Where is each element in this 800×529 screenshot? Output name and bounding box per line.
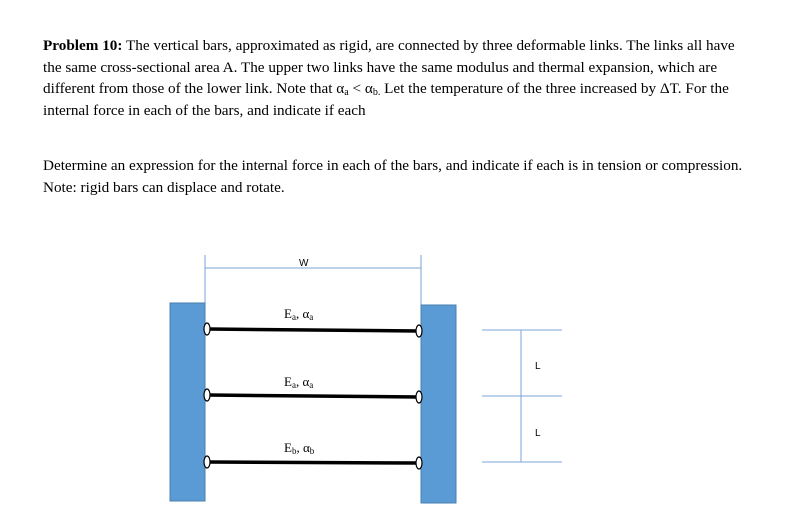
- problem-text-1-mid: < α: [348, 80, 373, 97]
- pin-left-bottom: [204, 456, 210, 468]
- link-top: [204, 323, 422, 337]
- alpha-a-subscript: a: [344, 87, 349, 98]
- pin-right-bottom: [416, 457, 422, 469]
- link-bottom: [204, 456, 422, 469]
- length-label-bottom: L: [535, 428, 541, 439]
- problem-paragraph-2: Determine an expression for the internal force in each of the bars, and indicate if each is in tension or compression. Note: rigid bars can displace and rotate.: [43, 157, 743, 196]
- pin-left-top: [204, 323, 210, 335]
- length-label-top: L: [535, 361, 541, 372]
- problem-text-1b: Let the temperature of the three increased by ΔT. For the internal force in each of the bars, and indicate if each: [43, 80, 729, 119]
- pin-right-middle: [416, 391, 422, 403]
- problem-heading: Problem 10:: [43, 37, 123, 54]
- left-rigid-bar: [170, 303, 205, 501]
- width-label: W: [299, 258, 309, 269]
- link-middle: [204, 389, 422, 403]
- pin-left-middle: [204, 389, 210, 401]
- problem-text-1a: The vertical bars, approximated as rigid, are connected by three deformable links. The links all have the same cross-sectional area A. The upper two links have the same modulus and thermal expansion, which are different from those of the lower link. Note that α: [43, 37, 735, 97]
- alpha-b-subscript: b.: [372, 87, 381, 98]
- right-rigid-bar: [421, 305, 456, 503]
- link-bottom-label: Eb, αb: [284, 440, 315, 456]
- link-top-label: Ea, αa: [284, 306, 314, 322]
- pin-right-top: [416, 325, 422, 337]
- link-middle-label: Ea, αa: [284, 374, 314, 390]
